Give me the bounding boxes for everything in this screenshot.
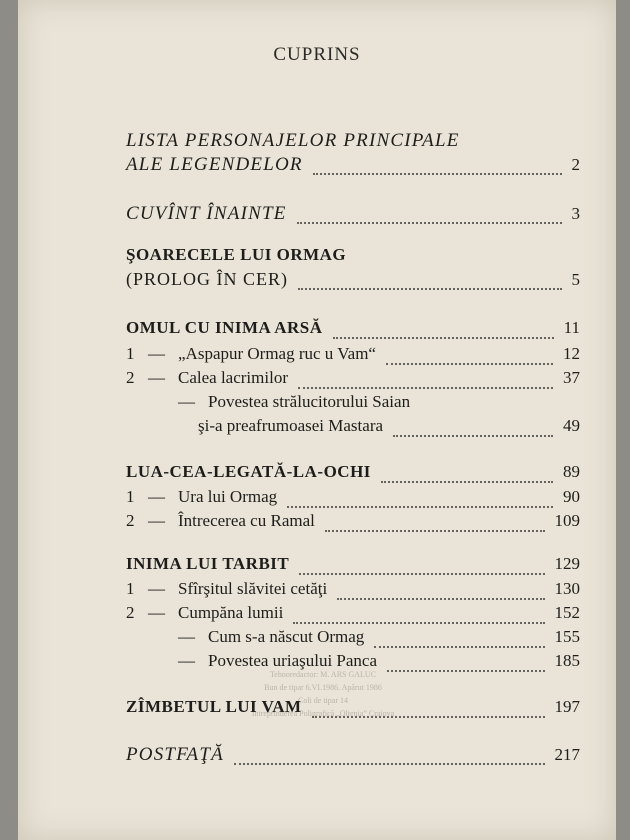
toc-page-number: 155 (554, 627, 580, 646)
toc-entry-text (126, 603, 283, 623)
toc-entry-text (126, 579, 327, 599)
toc-entry-ale-legendelor (126, 154, 580, 180)
dot-leader (393, 421, 553, 437)
dot-leader (234, 749, 545, 765)
toc-entry-postfata (126, 744, 580, 770)
dot-leader (297, 208, 562, 224)
toc-page-number: 217 (554, 745, 580, 764)
toc-entry-ura (126, 487, 580, 513)
bleed-through-line: Întreprinderea Poligrafică „Oltenia” Craiova (251, 709, 395, 718)
toc-dash: — (148, 487, 165, 506)
dot-leader (333, 323, 554, 339)
bleed-through-line: Bun de tipar 6.VI.1986. Apărut 1986 (264, 683, 382, 692)
dot-leader (381, 467, 553, 483)
dot-leader (374, 632, 544, 648)
toc-dash: — (148, 579, 165, 598)
toc-page-number: 3 (571, 204, 580, 223)
toc-entry-lua (126, 462, 580, 488)
toc-entry-text (126, 627, 364, 647)
toc-entry-text: POSTFAŢĂ (126, 744, 224, 765)
toc-entry-number: 2 (126, 603, 135, 622)
toc-entry-lista (126, 130, 580, 156)
toc-entry-mastara (126, 416, 580, 442)
toc-entry-text: ALE LEGENDELOR (126, 154, 303, 175)
toc-entry-text: INIMA LUI TARBIT (126, 554, 290, 573)
toc-entry-text: LUA-CEA-LEGATĂ-LA-OCHI (126, 462, 371, 481)
bleed-through-text (208, 668, 438, 720)
book-page (18, 0, 616, 840)
toc-entry-text: CUVÎNT ÎNAINTE (126, 203, 287, 224)
toc-page-number: 130 (554, 579, 580, 598)
toc-page-number: 89 (563, 462, 580, 481)
toc-entry-title: Povestea uriaşului Panca (208, 651, 378, 670)
toc-entry-intrecerea (126, 511, 580, 537)
toc-page-number: 197 (554, 697, 580, 716)
dot-leader (298, 274, 562, 290)
toc-entry-cuvint-inainte (126, 203, 580, 229)
dot-leader (293, 608, 544, 624)
toc-entry-text (126, 392, 410, 412)
toc-entry-text: LISTA PERSONAJELOR PRINCIPALE (126, 130, 460, 151)
toc-entry-sfirsitul (126, 579, 580, 605)
toc-entry-saian (126, 392, 580, 418)
toc-entry-text: şi-a preafrumoasei Mastara (198, 416, 384, 435)
toc-entry-prolog (126, 269, 580, 295)
bleed-through-line: Tehnoredactor: M. ARS GALUC (269, 670, 377, 679)
toc-entry-cum-s-a-nascut (126, 627, 580, 653)
toc-entry-text (126, 344, 376, 364)
toc-entry-text: OMUL CU INIMA ARSĂ (126, 318, 323, 337)
toc-entry-cumpana (126, 603, 580, 629)
bleed-through-line: Coli de tipar 14 (298, 696, 348, 705)
dot-leader (313, 159, 562, 175)
toc-entry-title: Sfîrşitul slăvitei cetăţi (178, 579, 328, 598)
toc-entry-number: 1 (126, 487, 135, 506)
toc-entry-text (126, 487, 277, 507)
toc-page-number: 129 (554, 554, 580, 573)
dot-leader (337, 584, 544, 600)
toc-dash: — (178, 627, 195, 646)
toc-page-number: 5 (571, 270, 580, 289)
toc-dash: — (148, 344, 165, 363)
toc-entry-title: „Aspapur Ormag ruc u Vam“ (178, 344, 376, 363)
toc-entry-number: 1 (126, 344, 135, 363)
toc-entry-title: Povestea strălucitorului Saian (208, 392, 411, 411)
dot-leader (287, 492, 553, 508)
toc-page-number: 37 (563, 368, 580, 387)
toc-entry-title: Ura lui Ormag (178, 487, 278, 506)
toc-entry-calea (126, 368, 580, 394)
toc-page-number: 152 (554, 603, 580, 622)
toc-dash: — (148, 603, 165, 622)
toc-dash: — (178, 651, 195, 670)
toc-entry-text (126, 511, 315, 531)
toc-entry-text: ZÎMBETUL LUI VAM (126, 697, 302, 716)
dot-leader (325, 516, 545, 532)
toc-entry-number: 1 (126, 579, 135, 598)
toc-dash: — (148, 511, 165, 530)
toc-entry-aspapur (126, 344, 580, 370)
toc-page-number: 11 (563, 318, 580, 337)
dot-leader (386, 349, 553, 365)
toc-entry-title: Cumpăna lumii (178, 603, 284, 622)
toc-page-number: 12 (563, 344, 580, 363)
dot-leader (299, 559, 544, 575)
toc-dash: — (178, 392, 195, 411)
toc-page-number: 185 (554, 651, 580, 670)
toc-page-number: 90 (563, 487, 580, 506)
toc-entry-title: Calea lacrimilor (178, 368, 288, 387)
toc-entry-omul (126, 318, 580, 344)
page-title: CUPRINS (273, 44, 361, 65)
toc-entry-title: Întrecerea cu Ramal (178, 511, 315, 530)
toc-entry-text: ŞOARECELE LUI ORMAG (126, 245, 347, 264)
toc-entry-number: 2 (126, 368, 135, 387)
dot-leader (298, 373, 553, 389)
toc-entry-text (126, 368, 288, 388)
toc-entry-inima-tarbit (126, 554, 580, 580)
toc-entry-soarecele (126, 245, 580, 271)
toc-page-number: 49 (563, 416, 580, 435)
toc-entry-number: 2 (126, 511, 135, 530)
toc-entry-text: (PROLOG ÎN CER) (126, 269, 288, 289)
toc-page-number: 109 (554, 511, 580, 530)
toc-dash: — (148, 368, 165, 387)
toc-entry-title: Cum s-a născut Ormag (208, 627, 365, 646)
toc-page-number: 2 (571, 155, 580, 174)
